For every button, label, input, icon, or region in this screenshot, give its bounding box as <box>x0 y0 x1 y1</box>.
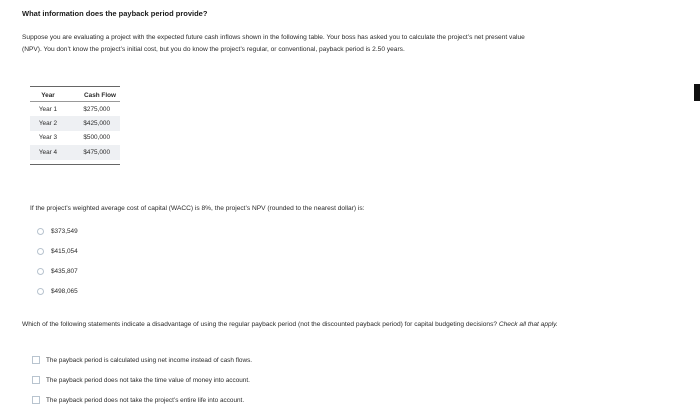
disadvantage-option-1[interactable] <box>32 356 252 364</box>
payback-question <box>22 319 562 331</box>
npv-option-4[interactable] <box>37 288 78 295</box>
cash-cell: $500,000 <box>83 134 110 142</box>
npv-option-3[interactable] <box>37 268 78 275</box>
option-label: The payback period does not take the project’s entire life into account. <box>46 396 245 404</box>
npv-option-1[interactable] <box>37 228 78 235</box>
cash-cell: $475,000 <box>83 148 110 156</box>
radio-button[interactable] <box>37 228 44 235</box>
year-cell: Year 4 <box>38 148 58 156</box>
option-label: $373,549 <box>51 228 78 235</box>
option-label: The payback period does not take the time value of money into account. <box>46 376 250 384</box>
intro-paragraph: Suppose you are evaluating a project with the expected future cash inflows shown in the following table. Your boss has asked you to calculate the project’s net present value (NPV). You don’t know the project’s initial cost, but you do know the project’s regular, or conventional, payback period is 2.50 years. <box>22 34 525 53</box>
option-label: $415,054 <box>51 248 78 255</box>
disadvantage-option-2[interactable] <box>32 376 250 384</box>
checkbox[interactable] <box>32 396 40 404</box>
radio-button[interactable] <box>37 248 44 255</box>
checkbox[interactable] <box>32 356 40 364</box>
option-label: The payback period is calculated using net income instead of cash flows. <box>46 356 253 364</box>
table-row <box>30 116 120 130</box>
npv-option-2[interactable] <box>37 248 78 255</box>
year-cell: Year 1 <box>38 105 58 113</box>
radio-button[interactable] <box>37 268 44 275</box>
cash-cell: $425,000 <box>83 120 110 128</box>
year-cell: Year 3 <box>38 134 58 142</box>
cash-cell: $275,000 <box>83 105 110 113</box>
option-label: $498,065 <box>51 288 78 295</box>
disadvantage-option-3[interactable] <box>32 396 244 404</box>
table-row <box>30 102 120 117</box>
table-row <box>30 145 120 159</box>
year-cell: Year 2 <box>38 120 58 128</box>
header-cash-flow: Cash Flow <box>84 92 116 99</box>
table-row <box>30 131 120 145</box>
npv-question: If the project’s weighted average cost of capital (WACC) is 8%, the project’s NPV (rounded to the nearest dollar) is: <box>30 205 365 212</box>
option-label: $435,807 <box>51 268 78 275</box>
cash-flow-table <box>30 86 120 165</box>
scroll-edge-marker <box>694 84 700 101</box>
checkbox[interactable] <box>32 376 40 384</box>
check-all-hint: Check all that apply. <box>498 321 558 328</box>
radio-button[interactable] <box>37 288 44 295</box>
question-title: What information does the payback period provide? <box>22 9 208 18</box>
header-year: Year <box>41 92 55 99</box>
payback-question-text: Which of the following statements indicate a disadvantage of using the regular payback period (not the discounted payback period) for capital budgeting decisions? <box>22 321 499 328</box>
